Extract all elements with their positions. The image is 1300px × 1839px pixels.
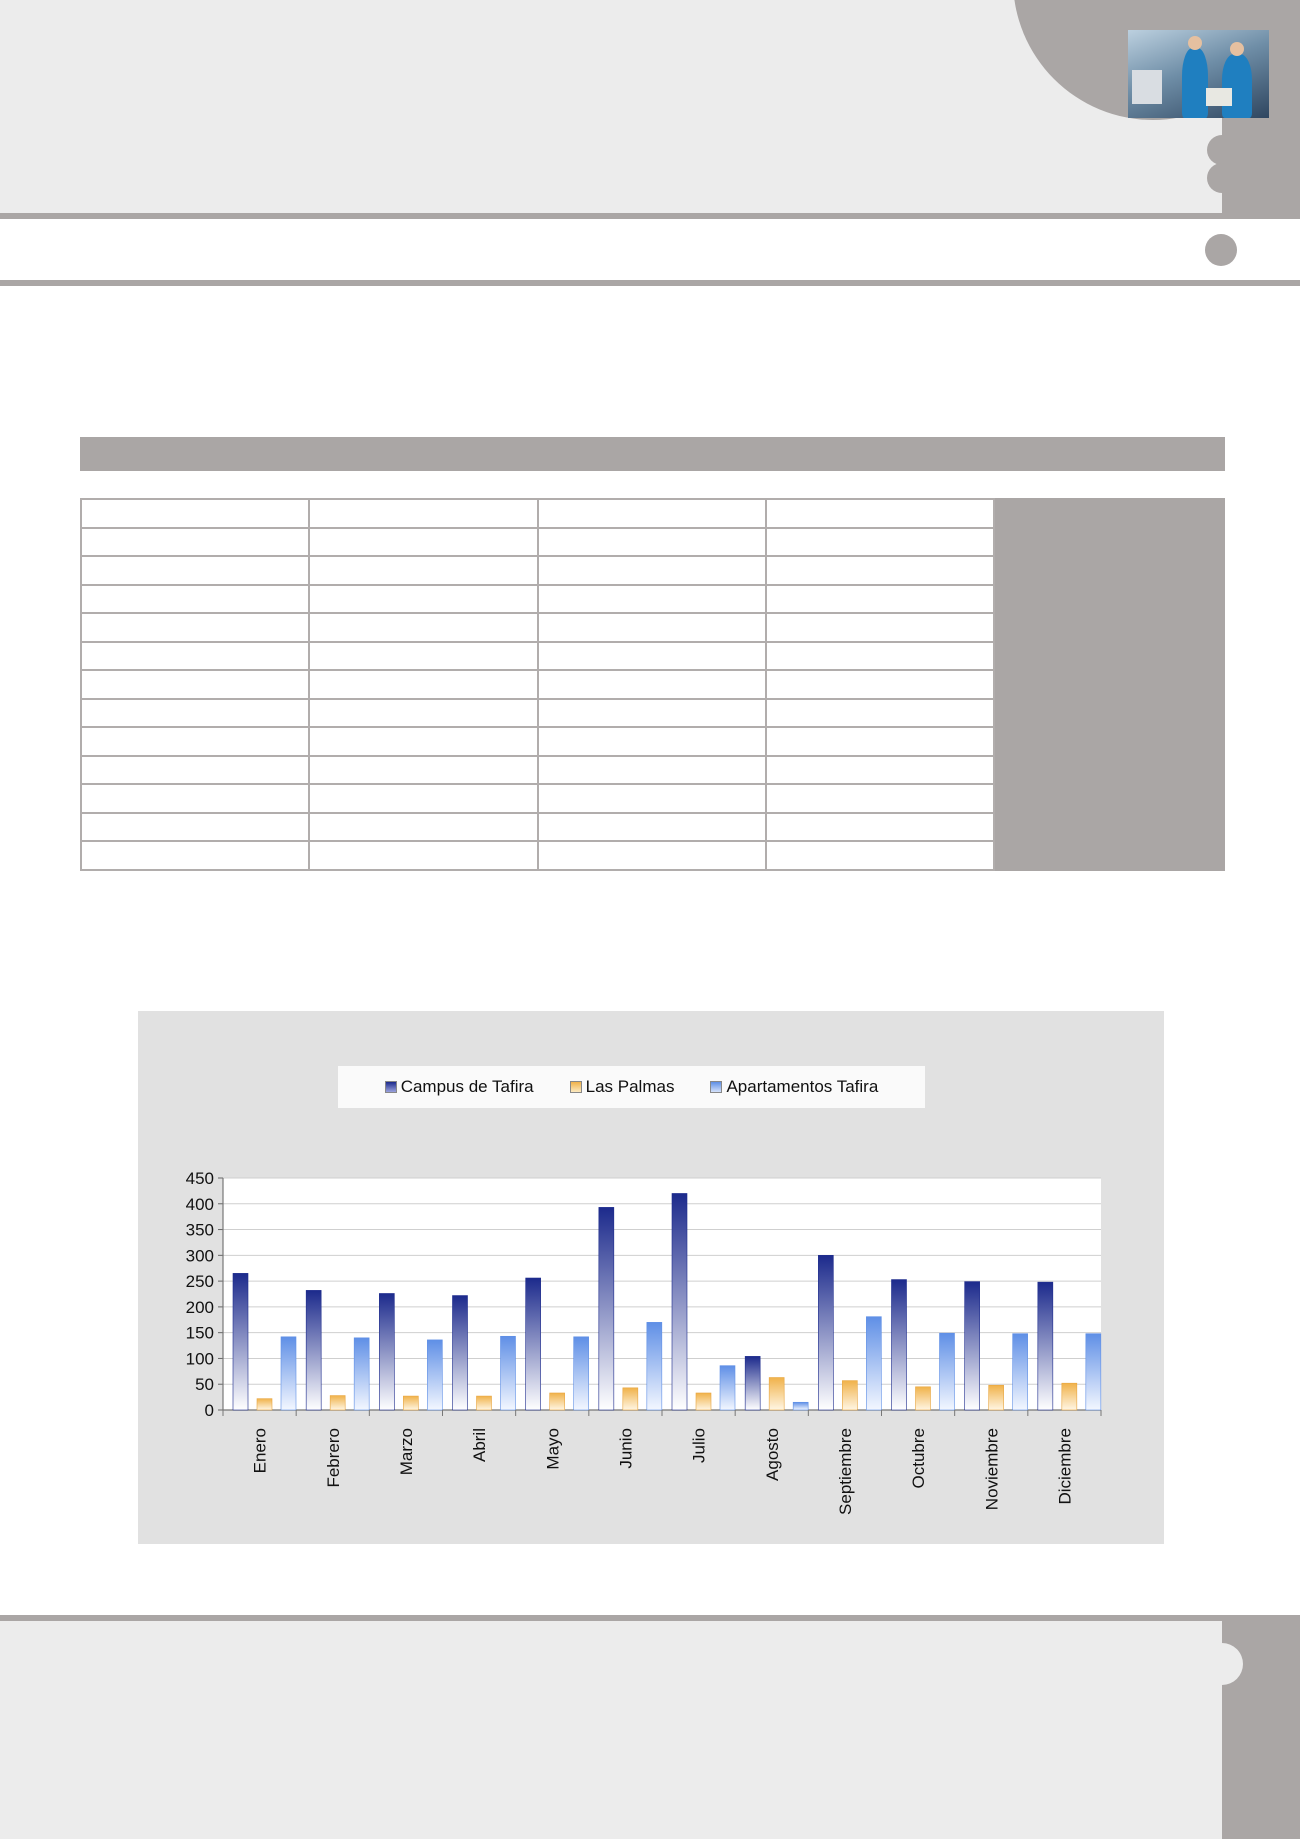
- bar-campus-tafira: [379, 1293, 394, 1410]
- y-tick-label: 300: [185, 1246, 214, 1266]
- x-tick-label: Septiembre: [835, 1428, 855, 1515]
- table-title-bar: [80, 437, 1225, 471]
- header-notch-1: [1207, 135, 1237, 165]
- bar-apartamentos-tafira: [574, 1337, 589, 1410]
- footer-band: [0, 1621, 1300, 1839]
- y-tick-label: 150: [185, 1323, 214, 1343]
- bar-apartamentos-tafira: [940, 1333, 955, 1410]
- table-row: [81, 556, 994, 585]
- bar-las-palmas: [989, 1385, 1004, 1410]
- bar-campus-tafira: [233, 1273, 248, 1410]
- legend-label-laspalmas: Las Palmas: [585, 1077, 675, 1096]
- x-tick-label: Enero: [250, 1428, 270, 1474]
- table-side-panel: [995, 498, 1225, 871]
- header-rule-top: [0, 213, 1300, 219]
- bar-apartamentos-tafira: [720, 1366, 735, 1410]
- bar-campus-tafira: [965, 1282, 980, 1410]
- table-row: [81, 528, 994, 557]
- x-tick-label: Junio: [616, 1428, 636, 1469]
- chart-plot: [138, 1011, 1164, 1544]
- bar-campus-tafira: [526, 1278, 541, 1410]
- bar-apartamentos-tafira: [1013, 1334, 1028, 1410]
- bar-las-palmas: [550, 1393, 565, 1410]
- bar-las-palmas: [403, 1396, 418, 1410]
- bar-las-palmas: [916, 1387, 931, 1410]
- x-tick-label: Marzo: [396, 1428, 416, 1476]
- bar-las-palmas: [257, 1399, 272, 1410]
- x-tick-label: Febrero: [323, 1428, 343, 1488]
- bar-campus-tafira: [599, 1207, 614, 1410]
- header-rule-bottom: [0, 280, 1300, 286]
- legend-label-campus: Campus de Tafira: [400, 1077, 534, 1096]
- x-tick-label: Abril: [470, 1428, 490, 1463]
- section-dot: [1205, 234, 1237, 266]
- bar-las-palmas: [1062, 1383, 1077, 1410]
- footer-notch: [1201, 1643, 1243, 1685]
- x-tick-label: Julio: [689, 1428, 709, 1463]
- bar-las-palmas: [769, 1378, 784, 1410]
- bar-campus-tafira: [672, 1193, 687, 1410]
- table-row: [81, 613, 994, 642]
- table-row: [81, 756, 994, 785]
- header-photo: [1128, 30, 1269, 118]
- data-table: [80, 498, 995, 871]
- bar-apartamentos-tafira: [793, 1402, 808, 1410]
- y-tick-label: 400: [185, 1194, 214, 1214]
- bar-apartamentos-tafira: [501, 1336, 516, 1410]
- bar-las-palmas: [623, 1388, 638, 1410]
- bar-apartamentos-tafira: [354, 1338, 369, 1410]
- bar-campus-tafira: [453, 1296, 468, 1410]
- table-row: [81, 585, 994, 614]
- legend-label-apartamentos: Apartamentos Tafira: [726, 1077, 879, 1096]
- table-row: [81, 841, 994, 870]
- bar-apartamentos-tafira: [866, 1317, 881, 1410]
- y-tick-label: 0: [204, 1401, 214, 1420]
- bar-las-palmas: [330, 1396, 345, 1410]
- x-tick-label: Mayo: [543, 1428, 563, 1470]
- bar-campus-tafira: [818, 1255, 833, 1410]
- bar-campus-tafira: [745, 1356, 760, 1410]
- y-tick-label: 450: [185, 1169, 214, 1188]
- bar-apartamentos-tafira: [427, 1340, 442, 1410]
- table-row: [81, 813, 994, 842]
- y-tick-label: 100: [185, 1349, 214, 1369]
- y-tick-label: 50: [195, 1375, 214, 1395]
- x-tick-label: Octubre: [909, 1428, 929, 1489]
- y-tick-label: 350: [185, 1220, 214, 1240]
- bar-apartamentos-tafira: [281, 1337, 296, 1410]
- chart-area: [138, 1011, 1164, 1544]
- bar-campus-tafira: [1038, 1282, 1053, 1410]
- table-row: [81, 642, 994, 671]
- bar-apartamentos-tafira: [647, 1322, 662, 1410]
- header-notch-2: [1207, 163, 1237, 193]
- y-tick-label: 250: [185, 1272, 214, 1292]
- y-tick-label: 200: [185, 1297, 214, 1317]
- bar-las-palmas: [696, 1393, 711, 1410]
- x-tick-label: Agosto: [762, 1428, 782, 1481]
- x-tick-label: Diciembre: [1055, 1428, 1075, 1505]
- bar-campus-tafira: [306, 1290, 321, 1410]
- x-tick-label: Noviembre: [982, 1428, 1002, 1511]
- table-row: [81, 670, 994, 699]
- bar-campus-tafira: [892, 1280, 907, 1410]
- table-row: [81, 499, 994, 528]
- table-row: [81, 784, 994, 813]
- table-row: [81, 727, 994, 756]
- table-row: [81, 699, 994, 728]
- bar-apartamentos-tafira: [1086, 1334, 1101, 1410]
- bar-las-palmas: [842, 1381, 857, 1410]
- bar-las-palmas: [477, 1396, 492, 1410]
